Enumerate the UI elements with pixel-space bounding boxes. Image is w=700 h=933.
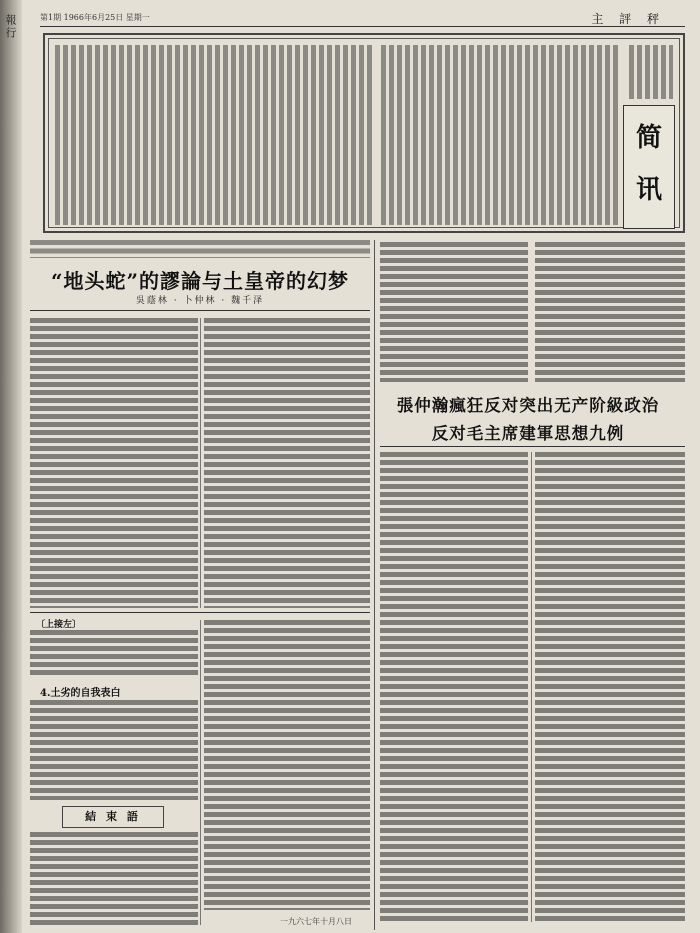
article2-column-divider bbox=[531, 452, 532, 922]
article2-title-line-2: 反对毛主席建軍思想九例 bbox=[431, 424, 625, 443]
article2-column-1 bbox=[380, 452, 528, 922]
spine-text: 報行 bbox=[4, 14, 17, 40]
article1-lower-col1-b bbox=[30, 700, 198, 800]
article1-lower-col1-a bbox=[30, 630, 198, 678]
page-header bbox=[40, 10, 685, 27]
article1-mid-rule bbox=[30, 612, 370, 613]
conclusion-heading: 結 束 語 bbox=[85, 810, 141, 823]
header-date: 第1期 1966年6月25日 星期一 bbox=[40, 13, 150, 22]
article1-continued-label: 〔上接左〕 bbox=[36, 620, 82, 630]
page-spine bbox=[0, 0, 22, 933]
article1-conclusion-text bbox=[30, 832, 198, 927]
brief-title-char-2: 讯 bbox=[635, 175, 662, 205]
article1-lower-col2 bbox=[204, 620, 370, 910]
article1-date-line: 一九六七年十月八日 bbox=[280, 917, 352, 926]
brief-text-block-left bbox=[55, 45, 373, 225]
article1-byline: 吳蔭林 · 卜仲林 · 魏千泽 bbox=[135, 296, 265, 306]
article1-intro-lines bbox=[30, 240, 370, 258]
brief-text-block-corner bbox=[629, 45, 673, 99]
brief-title-char-1: 简 bbox=[635, 123, 662, 153]
right-upper-column-1 bbox=[380, 242, 528, 382]
article1-column-2 bbox=[204, 318, 370, 608]
article2-title-line-1: 張仲瀚瘋狂反对突出无产阶級政治 bbox=[396, 396, 660, 415]
brief-text-block-right bbox=[381, 45, 621, 225]
header-column-name: 主 評 秤 bbox=[591, 12, 665, 26]
article1-title: “地头蛇”的謬論与土皇帝的幻梦 bbox=[50, 269, 349, 293]
article2-column-2 bbox=[535, 452, 685, 922]
page-column-divider bbox=[374, 240, 375, 930]
article1-lower-divider bbox=[200, 620, 201, 925]
article1-column-1 bbox=[30, 318, 198, 608]
article2-title-rule bbox=[380, 446, 685, 447]
brief-title-box bbox=[623, 105, 675, 229]
article1-column-divider bbox=[200, 318, 201, 608]
article1-title-rule bbox=[30, 310, 370, 311]
article1-section-heading: 4.土劣的自我表白 bbox=[40, 688, 121, 699]
conclusion-box bbox=[62, 806, 164, 828]
right-upper-column-2 bbox=[535, 242, 685, 382]
news-brief-box bbox=[43, 33, 685, 233]
